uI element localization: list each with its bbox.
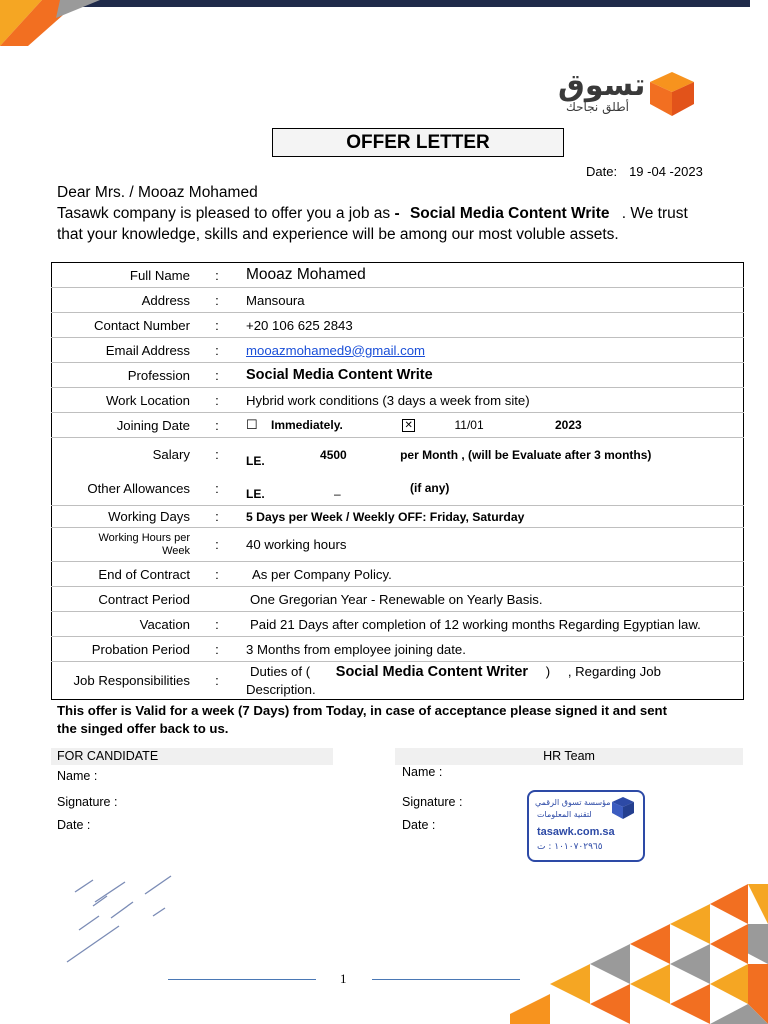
top-bar [80, 0, 750, 7]
end-contract-value: As per Company Policy. [240, 562, 744, 587]
hr-header: HR Team [395, 748, 743, 765]
row-vacation: Vacation : Paid 21 Days after completion of 12 working months Regarding Egyptian law. [52, 612, 744, 637]
contact-value: +20 106 625 2843 [240, 313, 744, 338]
work-location-value: Hybrid work conditions (3 days a week from site) [240, 388, 744, 413]
row-end-of-contract: End of Contract : As per Company Policy. [52, 562, 744, 587]
working-days-value: 5 Days per Week / Weekly OFF: Friday, Saturday [240, 506, 744, 528]
candidate-header: FOR CANDIDATE [51, 748, 333, 765]
row-job-responsibilities: Job Responsibilities : Duties of ( Social Media Content Writer ) , Regarding Job Description. [73, 663, 661, 697]
date-value: 19 -04 -2023 [629, 164, 703, 179]
hr-date: Date : [402, 818, 436, 832]
date-checkbox-checked[interactable]: ✕ [402, 419, 415, 432]
salary-currency: LE. [246, 453, 265, 468]
full-name-value: Mooaz Mohamed [240, 263, 744, 288]
vacation-value: Paid 21 Days after completion of 12 working months Regarding Egyptian law. [240, 612, 744, 637]
intro-line-1: Tasawk company is pleased to offer you a job as - Social Media Content Write . We trust [57, 205, 688, 222]
email-link[interactable]: mooazmohamed9@gmail.com [246, 342, 426, 358]
company-logo [558, 68, 698, 120]
row-work-location: Work Location : Hybrid work conditions (3 days a week from site) [52, 388, 744, 413]
logo-tagline: أطلق نجاحك [566, 100, 629, 114]
offer-letter-title: OFFER LETTER [272, 128, 564, 157]
address-value: Mansoura [240, 288, 744, 313]
page-number: 1 [340, 971, 347, 986]
footer-line-right [372, 979, 520, 980]
working-hours-value: 40 working hours [240, 528, 744, 562]
intro-job-title: Social Media Content Write [409, 205, 610, 222]
hr-signature: Signature : [402, 795, 463, 809]
intro-paragraph [57, 182, 737, 245]
probation-value: 3 Months from employee joining date. [240, 637, 744, 662]
candidate-signature: Signature : [57, 795, 118, 809]
profession-value: Social Media Content Write [240, 363, 744, 388]
logo-text: تسوق [558, 68, 646, 103]
validity-note: This offer is Valid for a week (7 Days) from Today, in case of acceptance please signed it and sent the singed offer back to us. [57, 703, 667, 736]
date-label: Date: [586, 164, 618, 179]
top-left-decoration [0, 0, 110, 50]
row-other-allowances: Other Allowances : LE. – (if any) [52, 472, 744, 506]
footer-line-left [168, 979, 316, 980]
greeting: Dear Mrs. / Mooaz Mohamed [57, 184, 258, 201]
allowances-note: (if any) [410, 481, 450, 496]
arrows-decoration [65, 870, 185, 970]
row-contact: Contact Number : +20 106 625 2843 [52, 313, 744, 338]
immediately-label: Immediately. [271, 418, 343, 432]
date-line [586, 164, 703, 179]
bottom-right-decoration [510, 884, 768, 1024]
salary-amount: 4500 [320, 447, 347, 462]
offer-details-table [51, 262, 744, 700]
row-joining-date: Joining Date : ☐ Immediately. ✕ 11/01 2023 [52, 413, 744, 438]
row-profession: Profession : Social Media Content Write [52, 363, 744, 388]
immediately-checkbox[interactable]: ☐ [246, 417, 258, 432]
candidate-name: Name : [57, 769, 98, 783]
intro-line-2: that your knowledge, skills and experience will be among our most voluble assets. [57, 226, 619, 243]
candidate-date: Date : [57, 818, 91, 832]
company-stamp: مؤسسة تسوق الرقمي لتقنية المعلومات tasawk.com.sa ١٠١٠٧٠٢٩٦٥ : ت [527, 790, 645, 862]
row-full-name: Full Name : Mooaz Mohamed [52, 263, 744, 288]
joining-date-value: 11/01 [454, 418, 484, 432]
row-address: Address : Mansoura [52, 288, 744, 313]
joining-year-value: 2023 [554, 418, 582, 432]
allowances-amount: – [334, 487, 341, 502]
salary-note: per Month , (will be Evaluate after 3 months) [400, 447, 652, 462]
row-email: Email Address : mooazmohamed9@gmail.com [52, 338, 744, 363]
row-working-hours: Working Hours per Week : 40 working hours [52, 528, 744, 562]
logo-box-icon [648, 70, 696, 118]
row-working-days: Working Days : 5 Days per Week / Weekly OFF: Friday, Saturday [52, 506, 744, 528]
row-probation: Probation Period : 3 Months from employee joining date. [52, 637, 744, 662]
responsibilities-job-title: Social Media Content Writer [335, 663, 529, 680]
allowances-currency: LE. [246, 487, 265, 502]
stamp-box-icon [611, 796, 635, 820]
row-contract-period: Contract Period One Gregorian Year - Renewable on Yearly Basis. [52, 587, 744, 612]
row-salary: Salary : LE. 4500 per Month , (will be Evaluate after 3 months) [152, 447, 652, 468]
contract-period-value: One Gregorian Year - Renewable on Yearly Basis. [240, 587, 744, 612]
hr-name: Name : [402, 765, 443, 779]
